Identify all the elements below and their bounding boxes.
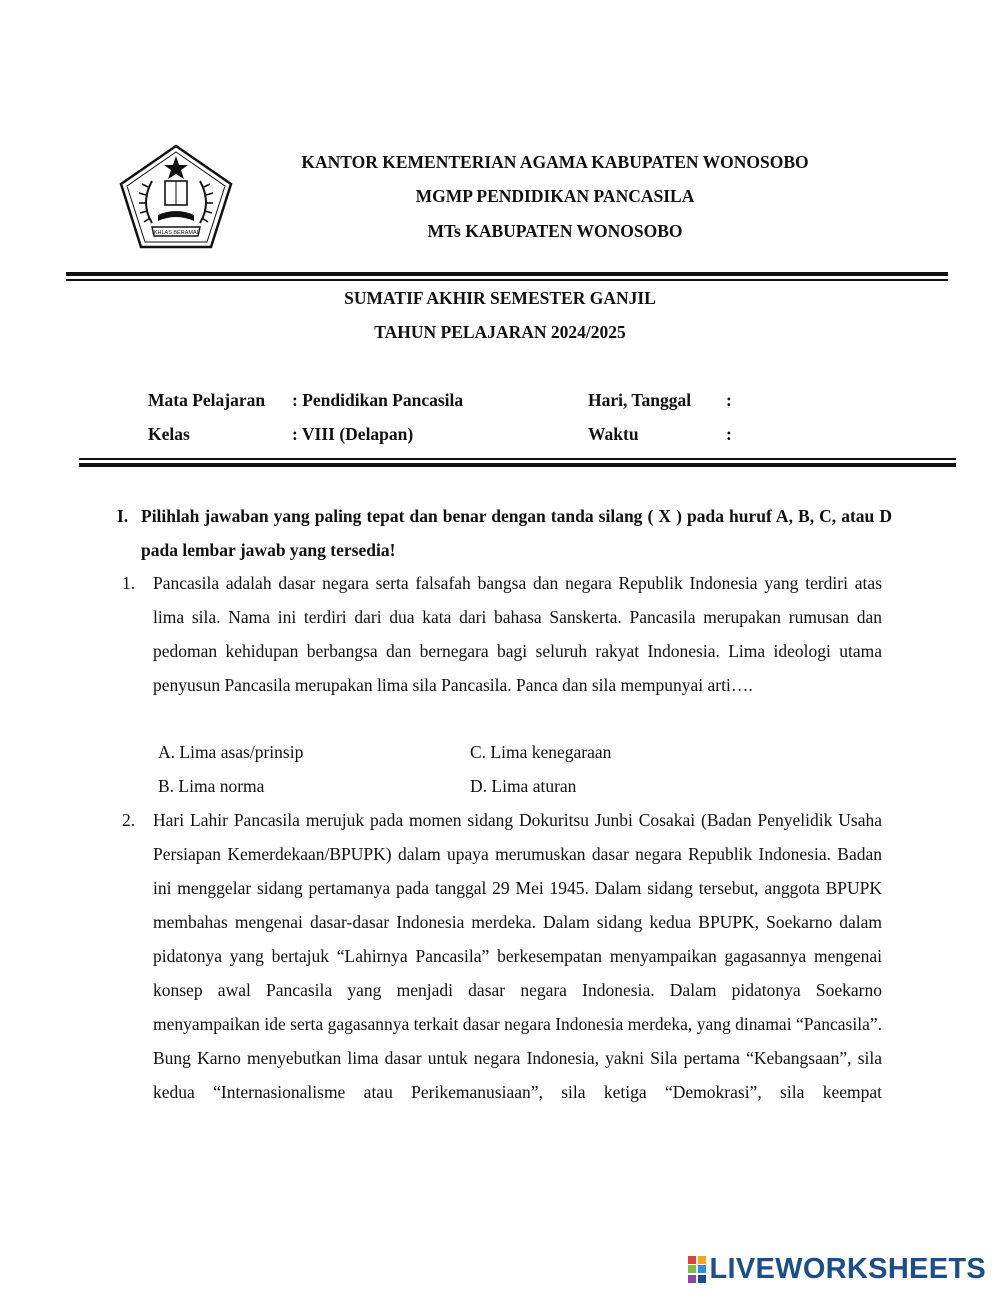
exam-title: SUMATIF AKHIR SEMESTER GANJIL	[344, 288, 656, 308]
question-number: 1.	[122, 573, 136, 593]
wm-block	[688, 1275, 696, 1283]
emblem-icon	[118, 143, 234, 251]
class-value: : VIII (Delapan)	[292, 424, 414, 444]
wm-block	[698, 1265, 706, 1273]
option-b[interactable]: B. Lima norma	[158, 776, 265, 796]
question-1	[122, 566, 882, 702]
institution-school: MTs KABUPATEN WONOSOBO	[427, 221, 683, 241]
time-value: :	[726, 424, 732, 444]
liveworksheets-watermark	[688, 1252, 986, 1286]
question-text: Hari Lahir Pancasila merujuk pada momen sidang Dokuritsu Junbi Cosakai (Badan Penyelidik Usaha Persiapan Kemerdekaan/BPUPK) dalam upaya merumuskan dasar negara Republik Indonesia. Badan ini menggelar sidang pertamanya pada tanggal 29 Mei 1945. Dalam sidang tersebut, anggota BPUPK membahas mengenai dasar-dasar Indonesia merdeka. Dalam sidang kedua BPUPK, Soekarno dalam pidatonya yang bertajuk “Lahirnya Pancasila” berkesempatan menyampaikan gagasannya mengenai konsep awal Pancasila yang menjadi dasar negara Indonesia. Dalam pidatonya Soekarno menyampaikan ide serta gagasannya terkait dasar negara Indonesia merdeka, yang dinamai “Pancasila”. Bung Karno menyebutkan lima dasar untuk negara Indonesia, yakni Sila pertama “Kebangsaan”, sila kedua “Internasionalisme atau Perikemanusiaan”, sila ketiga “Demokrasi”, sila keempat	[153, 810, 882, 1102]
liveworksheets-logo-icon	[688, 1256, 706, 1283]
option-c[interactable]: C. Lima kenegaraan	[470, 742, 612, 762]
section-instruction-text: Pilihlah jawaban yang paling tepat dan benar dengan tanda silang ( X ) pada huruf A, B, C, atau D pada lembar jawab yang tersedia!	[141, 506, 892, 560]
exam-year: TAHUN PELAJARAN 2024/2025	[374, 322, 626, 342]
logo-motto: IKHLAS BERAMAL	[152, 230, 200, 236]
wm-block	[688, 1265, 696, 1273]
class-label: Kelas	[148, 424, 190, 444]
meta-rule-thin	[79, 458, 956, 460]
question-number: 2.	[122, 810, 136, 830]
date-value: :	[726, 390, 732, 410]
header-rule-thick	[66, 272, 948, 276]
wm-block	[698, 1275, 706, 1283]
subject-label: Mata Pelajaran	[148, 390, 266, 410]
date-label: Hari, Tanggal	[588, 390, 692, 410]
institution-forum: MGMP PENDIDIKAN PANCASILA	[415, 186, 695, 206]
section-instruction	[117, 499, 892, 567]
wm-block	[698, 1256, 706, 1264]
option-a[interactable]: A. Lima asas/prinsip	[158, 742, 304, 762]
question-text: Pancasila adalah dasar negara serta falsafah bangsa dan negara Republik Indonesia yang terdiri atas lima sila. Nama ini terdiri dari dua kata dari bahasa Sanskerta. Pancasila merupakan rumusan dan pedoman kehidupan berbangsa dan bernegara bagi seluruh rakyat Indonesia. Lima ideologi utama penyusun Pancasila merupakan lima sila Pancasila. Panca dan sila mempunyai arti….	[153, 573, 882, 695]
institution-name: KANTOR KEMENTERIAN AGAMA KABUPATEN WONOSOBO	[301, 152, 809, 172]
header-rule-thin	[66, 279, 948, 281]
section-number: I.	[117, 506, 129, 526]
time-label: Waktu	[588, 424, 639, 444]
question-2	[122, 803, 882, 1109]
ministry-logo	[118, 143, 234, 251]
wm-block	[688, 1256, 696, 1264]
meta-rule-thick	[79, 463, 956, 467]
subject-value: : Pendidikan Pancasila	[292, 390, 464, 410]
watermark-text: LIVEWORKSHEETS	[709, 1252, 986, 1285]
option-d[interactable]: D. Lima aturan	[470, 776, 577, 796]
